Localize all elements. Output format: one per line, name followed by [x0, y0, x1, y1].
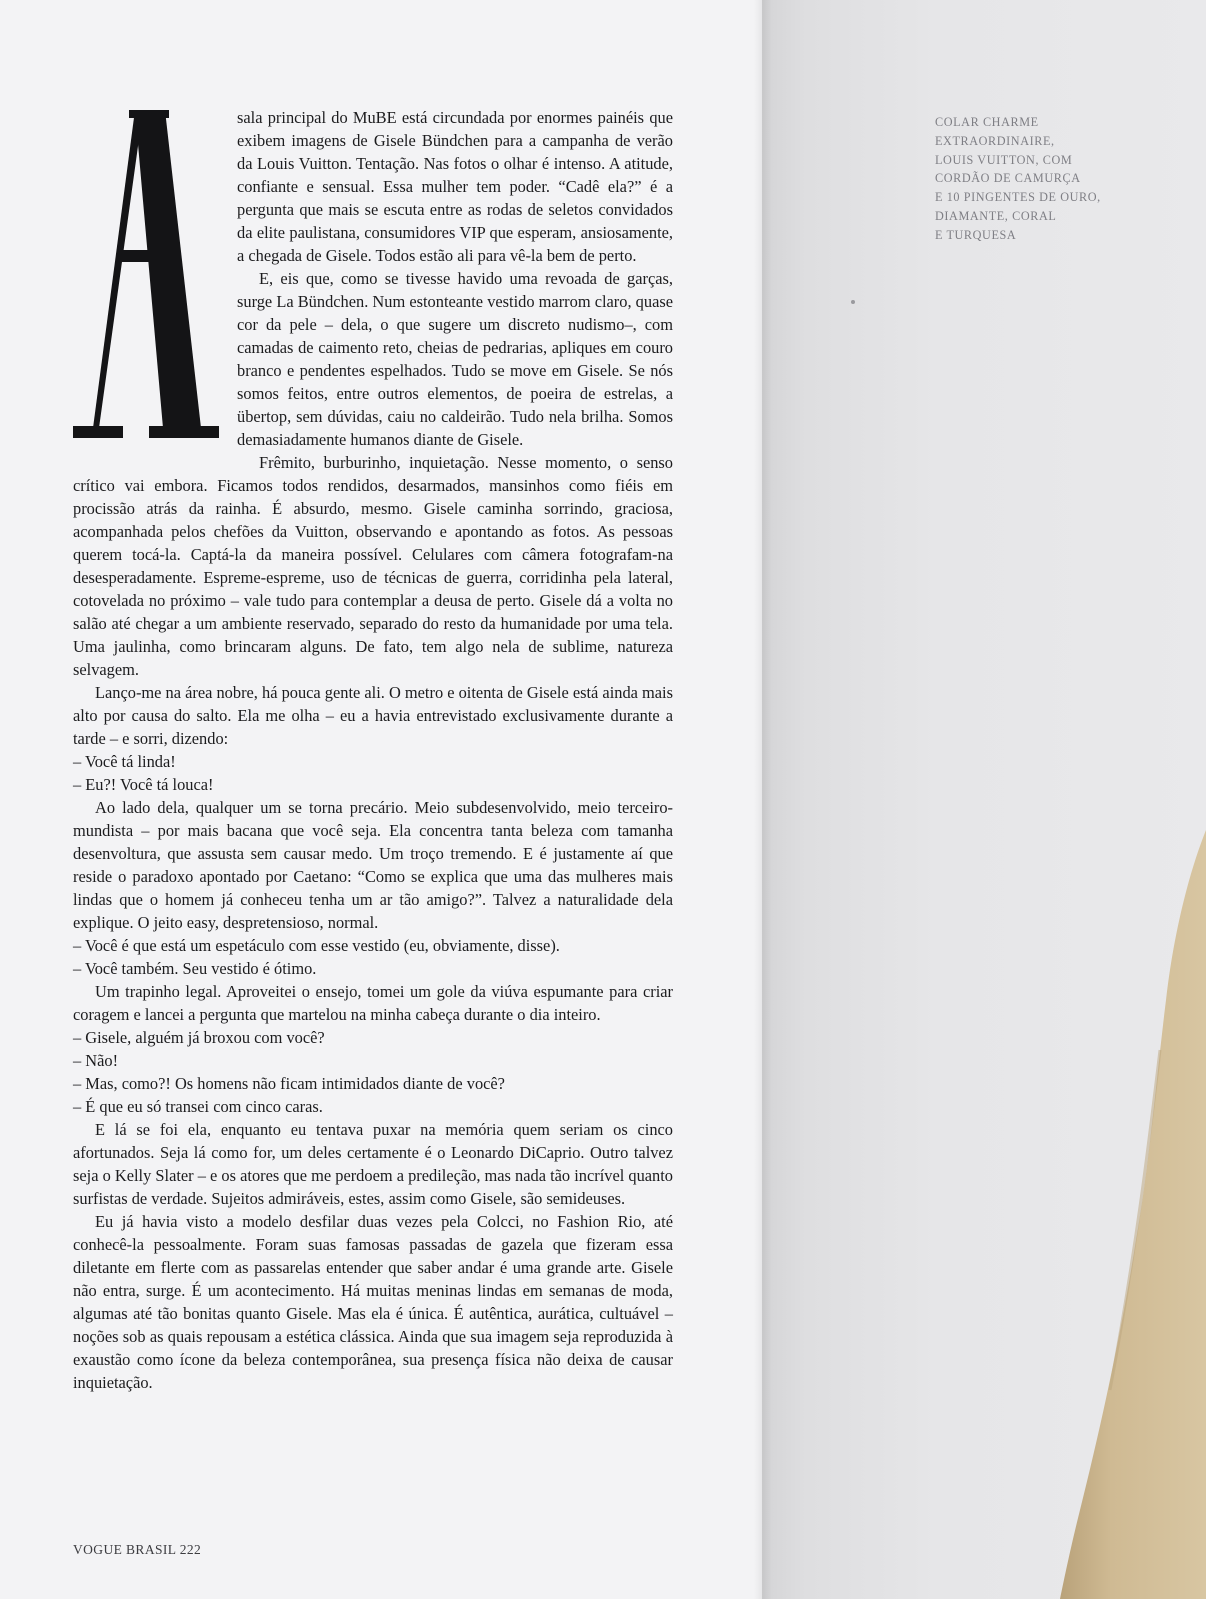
dialogue-line: – Você é que está um espetáculo com esse vestido (eu, obviamente, disse). [73, 936, 560, 955]
print-speck [851, 300, 855, 304]
page-gutter [754, 0, 772, 1599]
model-skin-photo [960, 830, 1206, 1599]
drop-cap [73, 110, 223, 456]
caption-line: EXTRAORDINAIRE, [935, 133, 1055, 148]
body-paragraph: E lá se foi ela, enquanto eu tentava puxar na memória quem seriam os cinco afortunados. Seja lá como for, um deles certamente é o Leonardo DiCaprio. Outro talvez seja o Kelly Slater – e os atores que me perdoem a predileção, mas nada tão incrível quanto surfistas de verdade. Sujeitos admiráveis, estes, assim como Gisele, são semideuses. [73, 1120, 673, 1208]
caption-line: LOUIS VUITTON, COM [935, 152, 1073, 167]
caption-line: DIAMANTE, CORAL [935, 208, 1057, 223]
body-paragraph: Eu já havia visto a modelo desfilar duas vezes pela Colcci, no Fashion Rio, até conhecê-la pessoalmente. Foram suas famosas passadas de gazela que fizeram essa diletante em flerte com as passarelas entender que saber andar é uma grande arte. Gisele não entra, surge. É um acontecimento. Há muitas meninas lindas em semanas de moda, algumas até tão bonitas quanto Gisele. Mas ela é única. É autêntica, aurática, cultuável – noções sob as quais repousam a estética clássica. Ainda que sua imagem seja reproduzida à exaustão como ícone da beleza contemporânea, sua presença física não deixa de causar inquietação. [73, 1212, 673, 1392]
body-paragraph: Ao lado dela, qualquer um se torna precário. Meio subdesenvolvido, meio terceiro-mundista – por mais bacana que você seja. Ela concentra tanta beleza com tamanha desenvoltura, que assusta sem causar medo. Um troço tremendo. E é justamente aí que reside o paradoxo apontado por Caetano: “Como se explica que uma das mulheres mais lindas que o homem já conheceu tenha um ar tão amigo?”. Talvez a naturalidade dela explique. O jeito easy, despretensioso, normal. [73, 798, 673, 932]
dialogue-line: – Eu?! Você tá louca! [73, 775, 214, 794]
dialogue-line: – Não! [73, 1051, 119, 1070]
caption-line: E 10 PINGENTES DE OURO, [935, 190, 1101, 205]
drop-cap-letter-a [73, 110, 223, 456]
caption-line: CORDÃO DE CAMURÇA [935, 171, 1081, 186]
dialogue-line: – Mas, como?! Os homens não ficam intimidados diante de você? [73, 1074, 505, 1093]
dialogue-line: – Você tá linda! [73, 752, 176, 771]
body-paragraph: E, eis que, como se tivesse havido uma revoada de garças, surge La Bündchen. Num estonteante vestido marrom claro, quase cor da pele – dela, o que sugere um discreto nudismo–, com camadas de caimento reto, cheias de pedrarias, apliques em couro branco e pendentes espelhados. Tudo se move em Gisele. Se nós somos feitos, entre outros elementos, de poeira de estrelas, a übertop, sem dúvidas, caiu no caldeirão. Tudo nela brilha. Somos demasiadamente humanos diante de Gisele. [237, 269, 673, 449]
caption-line: COLAR CHARME [935, 115, 1039, 129]
caption-line: E TURQUESA [935, 227, 1017, 242]
page-folio: VOGUE BRASIL 222 [73, 1542, 202, 1557]
body-paragraph: Lanço-me na área nobre, há pouca gente ali. O metro e oitenta de Gisele está ainda mais alto por causa do salto. Ela me olha – eu a havia entrevistado exclusivamente durante a tarde – e sorri, dizendo: [73, 683, 673, 748]
dialogue-line: – Gisele, alguém já broxou com você? [73, 1028, 325, 1047]
lead-paragraph: sala principal do MuBE está circundada por enormes painéis que exibem imagens de Gisele Bündchen para a campanha de verão da Louis Vuitton. Tentação. Nas fotos o olhar é intenso. A atitude, confiante e sensual. Essa mulher tem poder. “Cadê ela?” é a pergunta que mais se escuta entre as rodas de seletos convidados da elite paulistana, consumidores VIP que esperam, ansiosamente, a chegada de Gisele. Todos estão ali para vê-la bem de perto. [237, 108, 673, 265]
body-paragraph: Frêmito, burburinho, inquietação. Nesse momento, o senso crítico vai embora. Ficamos todos rendidos, desarmados, mansinhos como fiéis em procissão atrás da rainha. É absurdo, mesmo. Gisele caminha sorrindo, graciosa, acompanhada pelos chefões da Vuitton, observando e apontando as fotos. As pessoas querem tocá-la. Captá-la da maneira possível. Celulares com câmera fotografam-na desesperadamente. Espreme-espreme, uso de técnicas de guerra, corridinha pela lateral, cotovelada no próximo – vale tudo para contemplar a deusa de perto. Gisele dá a volta no salão até chegar a um ambiente reservado, separado do resto da humanidade por uma tela. Uma jaulinha, como brincaram alguns. De fato, tem algo nela de sublime, natureza selvagem. [73, 453, 673, 679]
photo-caption [935, 113, 1115, 245]
dialogue-line: – Você também. Seu vestido é ótimo. [73, 959, 317, 978]
article-body [73, 106, 673, 1394]
body-paragraph: Um trapinho legal. Aproveitei o ensejo, tomei um gole da viúva espumante para criar coragem e lancei a pergunta que martelou na minha cabeça durante o dia inteiro. [73, 982, 673, 1024]
dialogue-line: – É que eu só transei com cinco caras. [73, 1097, 323, 1116]
